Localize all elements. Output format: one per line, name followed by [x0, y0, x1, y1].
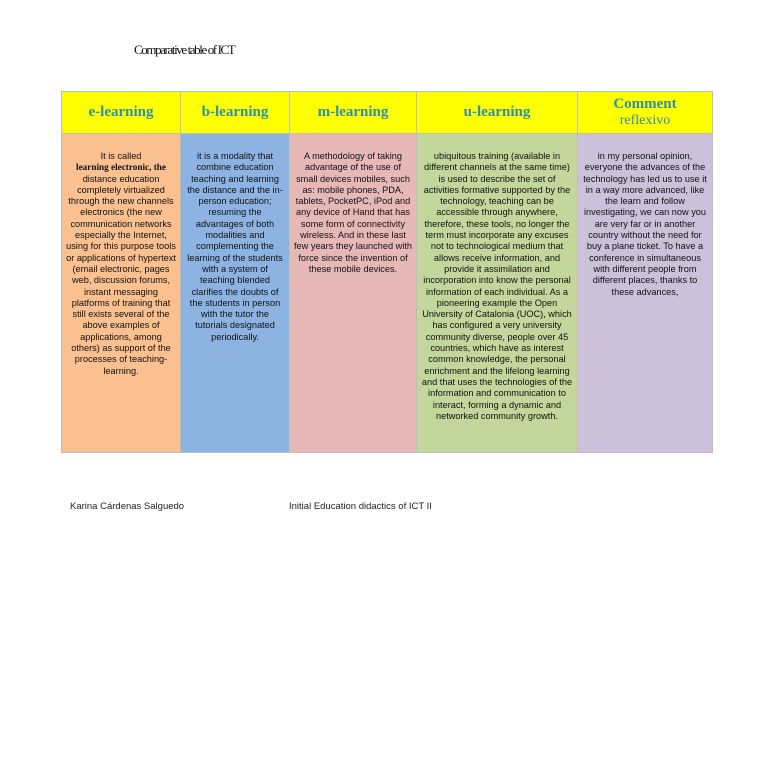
elearning-text-bold: learning electronic, the	[76, 162, 166, 173]
elearning-text-body: distance education completely virtualized through the new channels electronics (the new communication networks especially the Internet, using for this purpose tools or applications of hypertext (email electronic, pages web, discussion forums, instant messaging platforms of training that still exists several of the above examples of applications, among others) as support of the processes of teaching-learning.	[66, 173, 176, 376]
document-title: Comparative table of ICT	[134, 42, 235, 57]
cell-mlearning	[290, 134, 417, 453]
header-comment	[578, 92, 713, 134]
header-ulearning-label: u-learning	[463, 104, 531, 120]
table-header-row	[62, 92, 713, 134]
elearning-text-intro: It is called	[100, 151, 142, 161]
footer-course: Initial Education didactics of ICT II	[289, 501, 432, 512]
header-comment-label: Comment	[613, 96, 677, 112]
cell-ulearning	[417, 134, 578, 453]
blearning-text: it is a modality that combine education teaching and learning the distance and the in-person education; resuming the advantages of both modalities and complementing the learning of the students with a system of teaching blended clarifies the doubts of the students in person with the tutor the tutorials designated periodically.	[187, 151, 283, 342]
cell-elearning	[62, 134, 181, 453]
header-elearning	[62, 92, 181, 134]
header-ulearning	[417, 92, 578, 134]
table-row	[62, 134, 713, 453]
comparison-table	[61, 91, 713, 453]
mlearning-text: A methodology of taking advantage of the use of small devices mobiles, such as: mobile phones, PDA, tablets, PocketPC, iPod and any device of Hand that has some form of connectivity wireless. And in these last few years they launched with force since the invention of these mobile devices.	[294, 151, 412, 274]
header-elearning-label: e-learning	[88, 104, 154, 120]
cell-blearning	[181, 134, 290, 453]
comment-text: in my personal opinion, everyone the advances of the technology has led us to use it in a way more advanced, like the learn and follow investigating, we can now you are very far or in another country without the need for buy a plane ticket. To have a conference in simultaneous with different people from different places, thanks to these advances,	[583, 151, 707, 297]
header-mlearning	[290, 92, 417, 134]
header-blearning-label: b-learning	[201, 104, 269, 120]
ulearning-text: ubiquitous training (available in different channels at the same time) is used to describe the set of activities formative supported by the technology, teaching can be accessible through anywhere, therefore, these tools, no longer the term must incorporate any excuses not to technological medium that allows receive information, and provide it assimilation and incorporation into know the personal information of each individual. As a pioneering example the Open University of Catalonia (UOC), which has configured a very university community diverse, people over 45 countries, which have as interest common knowledge, the personal enrichment and the lifelong learning and that uses the technologies of the information and communication to interact, forming a dynamic and networked community growth.	[421, 151, 573, 421]
header-comment-sublabel: reflexivo	[619, 113, 671, 128]
footer-author: Karina Cárdenas Salguedo	[70, 501, 185, 512]
header-mlearning-label: m-learning	[317, 104, 389, 120]
header-blearning	[181, 92, 290, 134]
cell-comment	[578, 134, 713, 453]
